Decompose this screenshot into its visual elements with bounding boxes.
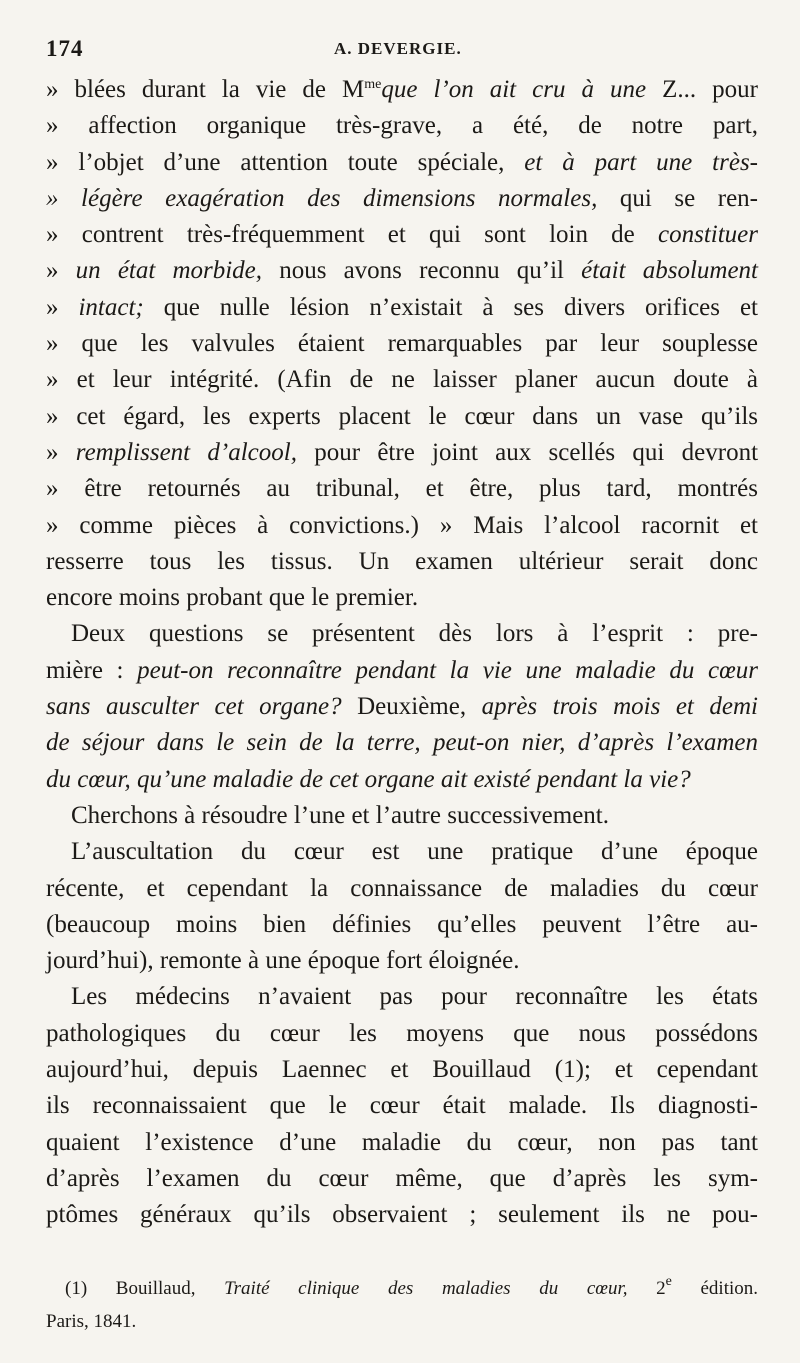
text-line: » et leur intégrité. (Afin de ne laisser planer aucun doute à <box>46 366 758 394</box>
body-text <box>46 72 759 1234</box>
text-line: jourd’hui), remonte à une époque fort éloignée. <box>46 947 520 975</box>
text-line: » contrent très-fréquemment et qui sont loin de constituer <box>46 221 758 249</box>
text-line: récente, et cependant la connaissance de maladies du cœur <box>46 874 758 902</box>
text-line: » comme pièces à convictions.) » Mais l’alcool racornit et <box>46 511 758 539</box>
footnote <box>46 1272 758 1338</box>
text-line: Cherchons à résoudre l’une et l’autre successivement. <box>46 801 609 829</box>
text-line: » légère exagération des dimensions normales, qui se ren- <box>46 184 758 212</box>
page-number: 174 <box>46 36 84 61</box>
text-line: mière : peut-on reconnaître pendant la vie une maladie du cœur <box>46 656 758 684</box>
text-line: d’après l’examen du cœur même, que d’après les sym- <box>46 1164 758 1192</box>
text-line: du cœur, qu’une maladie de cet organe ait existé pendant la vie? <box>46 765 691 793</box>
text-line: encore moins probant que le premier. <box>46 584 419 612</box>
text-line: sans ausculter cet organe? Deuxième, après trois mois et demi <box>46 693 758 721</box>
text-line: Deux questions se présentent dès lors à l’esprit : pre- <box>46 620 758 648</box>
text-line: pathologiques du cœur les moyens que nous possédons <box>46 1019 758 1047</box>
text-line: ils reconnaissaient que le cœur était malade. Ils diagnosti- <box>46 1092 758 1120</box>
text-line: de séjour dans le sein de la terre, peut-on nier, d’après l’examen <box>46 729 758 757</box>
text-line: » intact; que nulle lésion n’existait à ses divers orifices et <box>46 293 758 321</box>
text-line: » être retournés au tribunal, et être, plus tard, montrés <box>46 475 758 503</box>
text-line: » un état morbide, nous avons reconnu qu’il était absolument <box>46 257 758 285</box>
text-line: » remplissent d’alcool, pour être joint aux scellés qui devront <box>46 438 759 466</box>
text-line: » affection organique très-grave, a été, de notre part, <box>46 112 758 140</box>
text-line: L’auscultation du cœur est une pratique d’une époque <box>46 838 758 866</box>
running-head: A. DEVERGIE. <box>334 39 462 58</box>
text-line: quaient l’existence d’une maladie du cœur, non pas tant <box>46 1128 758 1156</box>
text-line: » blées durant la vie de $M^{me}que$ l’on ait cru à une Z... pour <box>46 76 758 103</box>
page-header <box>46 26 756 66</box>
text-line: (beaucoup moins bien définies qu’elles peuvent l’être au- <box>46 910 758 938</box>
footnote-line: Paris, 1841. <box>46 1311 137 1332</box>
text-line: Les médecins n’avaient pas pour reconnaître les états <box>46 983 758 1011</box>
text-line: resserre tous les tissus. Un examen ultérieur serait donc <box>46 547 758 575</box>
text-line: » cet égard, les experts placent le cœur dans un vase qu’ils <box>46 402 758 430</box>
text-line: » l’objet d’une attention toute spéciale, et à part une très- <box>46 148 759 176</box>
footnote-line: (1) Bouillaud, Traité clinique des maladies du cœur, 2e édition. <box>46 1274 758 1299</box>
text-line: » que les valvules étaient remarquables par leur souplesse <box>46 330 758 358</box>
text-line: ptômes généraux qu’ils observaient ; seulement ils ne pou- <box>46 1201 758 1229</box>
text-line: aujourd’hui, depuis Laennec et Bouillaud (1); et cependant <box>46 1056 758 1084</box>
